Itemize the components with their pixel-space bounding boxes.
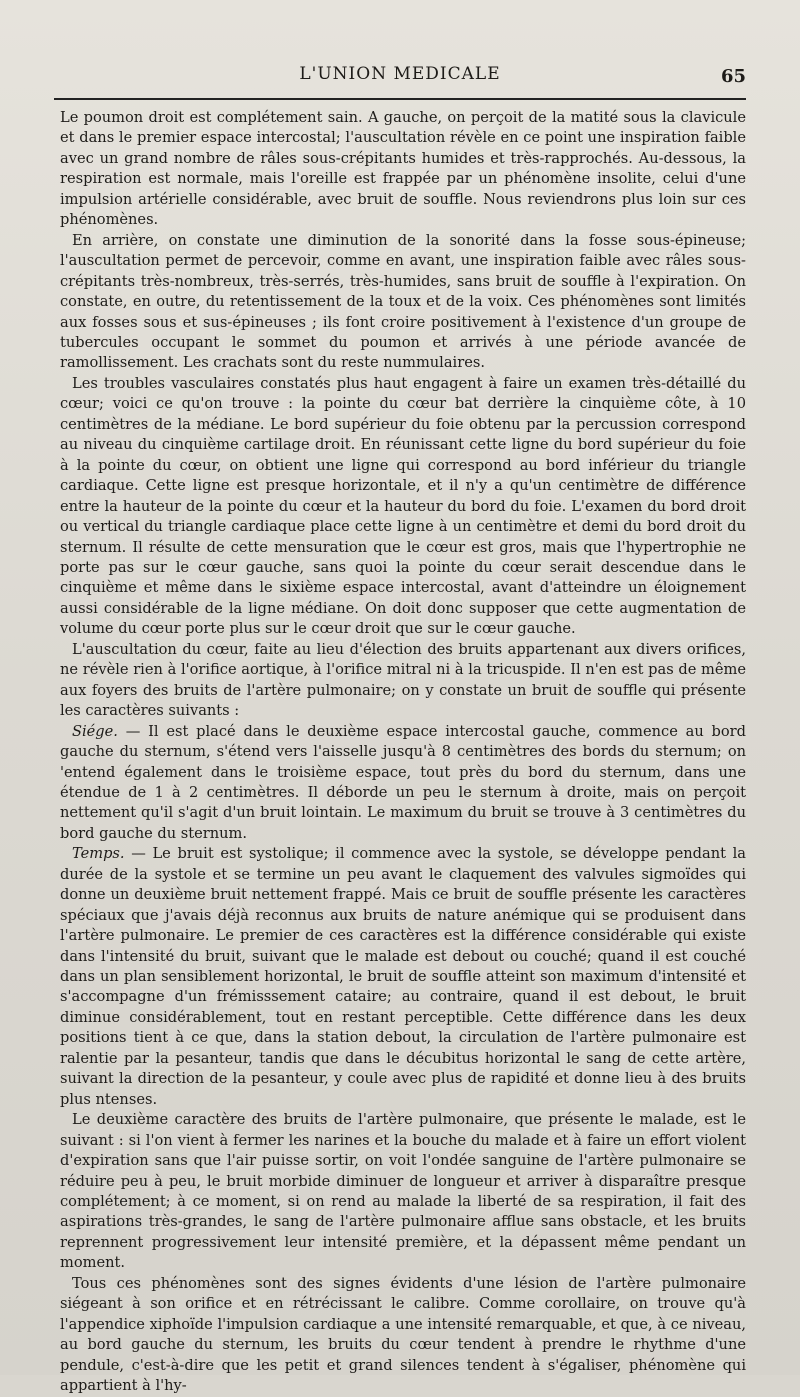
temps-text: — Le bruit est systolique; il commence avec la systole, se développe pendant la durée de la systole et se termine un peu avant le claquement des valvules sigmoïdes qui donne un deuxième bruit nettement frappé. Mais ce bruit de souffle présente les caractères spéciaux que j'avais déjà reconnus aux bruits de nature anémique qui se produisent dans l'artère pulmonaire. Le premier de ces caractères est la différence considérable qui existe dans l'intensité du bruit, suivant que le malade est debout ou couché; quand il est couché dans un plan sensiblement horizontal, le bruit de souffle atteint son maximum d'intensité et s'accompagne d'un frémisssement cataire; au contraire, quand il est debout, le bruit diminue considérablement, tout en restant perceptible. Cette différence dans les deux positions tient à ce que, dans la station debout, la circulation de l'artère pulmonaire est ralentie par la pesanteur, tandis que dans le décubitus horizontal le sang de cette artère, suivant la direction de la pesanteur, y coule avec plus de rapidité et donne lieu à des bruits plus ntenses. xyxy=(60,845,746,1108)
paragraph-right-lung: Le poumon droit est complétement sain. A gauche, on perçoit de la matité sous la clavicule et dans le premier espace intercostal; l'auscultation révèle en ce point une inspiration faible avec un grand nombre de râles sous-crépitants humides et très-rapprochés. Au-dessous, la respiration est normale, mais l'oreille est frappée par un phénomène insolite, celui d'une impulsion artérielle considérable, avec bruit de souffle. Nous reviendrons plus loin sur ces phénomènes. xyxy=(60,109,746,229)
paragraph-posterior-exam: En arrière, on constate une diminution de la sonorité dans la fosse sous-épineuse; l'auscultation permet de percevoir, comme en avant, une inspiration faible avec râles sous-crépitants très-nombreux, très-serrés, très-humides, sans bruit de souffle à l'expiration. On constate, en outre, du retentissement de la toux et de la voix. Ces phénomènes sont limités aux fosses sous et sus-épineuses ; ils font croire positivement à l'existence d'un groupe de tubercules occupant le sommet du poumon et arrivés à une période avancée de ramollissement. Les crachats sont du reste nummulaires. xyxy=(60,231,746,372)
page-number: 65 xyxy=(720,66,746,87)
article-body xyxy=(60,108,746,1397)
journal-title: L'UNION MEDICALE xyxy=(299,64,501,84)
paragraph-conclusion: Tous ces phénomènes sont des signes évidents d'une lésion de l'artère pulmonaire siégeant à son orifice et en rétrécissant le calibre. Comme corollaire, on trouve qu'à l'appendice xiphoïde l'impulsion cardiaque a une intensité remarquable, et que, à ce niveau, au bord gauche du sternum, les bruits du cœur tendent à prendre le rhythme d'une pendule, c'est-à-dire que les petit et grand silences tendent à s'égaliser, phénomène qui appartient à l'hy- xyxy=(60,1274,746,1395)
paragraph-temps xyxy=(60,844,746,1110)
paragraph-second-character: Le deuxième caractère des bruits de l'artère pulmonaire, que présente le malade, est le suivant : si l'on vient à fermer les narines et la bouche du malade et à faire un effort violent d'expiration sans que l'air puisse sortir, on voit l'ondée sanguine de l'artère pulmonaire se réduire peu à peu, le bruit morbide diminuer de longueur et arriver à disparaître presque complétement; à ce moment, si on rend au malade la liberté de sa respiration, il fait des aspirations très-grandes, le sang de l'artère pulmonaire afflue sans obstacle, et les bruits reprennent progressivement leur intensité première, et la dépassent même pendant un moment. xyxy=(60,1111,746,1272)
paragraph-siege xyxy=(60,722,746,845)
temps-lead: Temps. xyxy=(72,845,125,863)
header-rule xyxy=(54,98,746,100)
siege-text: — Il est placé dans le deuxième espace intercostal gauche, commence au bord gauche du sternum, s'étend vers l'aisselle jusqu'à 8 centimètres des bords du sternum; on 'entend également dans le troisième espace, tout près du bord du sternum, dans une étendue de 1 à 2 centimètres. Il déborde un peu le sternum à droite, mais on perçoit nettement qu'il s'agit d'un bruit lointain. Le maximum du bruit se trouve à 3 centimètres du bord gauche du sternum. xyxy=(60,722,746,842)
paragraph-vascular-troubles: Les troubles vasculaires constatés plus haut engagent à faire un examen très-détaillé du cœur; voici ce qu'on trouve : la pointe du cœur bat derrière la cinquième côte, à 10 centimètres de la médiane. Le bord supérieur du foie obtenu par la percussion correspond au niveau du cinquième cartilage droit. En réunissant cette ligne du bord supérieur du foie à la pointe du cœur, on obtient une ligne qui correspond au bord inférieur du triangle cardiaque. Cette ligne est presque horizontale, et il n'y a qu'un centimètre de différence entre la hauteur de la pointe du cœur et la hauteur du bord du foie. L'examen du bord droit ou vertical du triangle cardiaque place cette ligne à un centimètre et demi du bord droit du sternum. Il résulte de cette mensuration que le cœur est gros, mais que l'hypertrophie ne porte pas sur le cœur gauche, sans quoi la pointe du cœur serait descendue dans le cinquième et même dans le sixième espace intercostal, avant d'atteindre un éloignement aussi considérable de la ligne médiane. On doit donc supposer que cette augmentation de volume du cœur porte plus sur le cœur droit que sur le cœur gauche. xyxy=(60,374,746,638)
siege-lead: Siége. xyxy=(72,722,118,740)
running-header xyxy=(52,62,748,90)
paragraph-heart-auscultation: L'auscultation du cœur, faite au lieu d'élection des bruits appartenant aux divers orifices, ne révèle rien à l'orifice aortique, à l'orifice mitral ni à la tricuspide. Il n'en est pas de même aux foyers des bruits de l'artère pulmonaire; on y constate un bruit de souffle qui présente les caractères suivants : xyxy=(60,640,746,720)
